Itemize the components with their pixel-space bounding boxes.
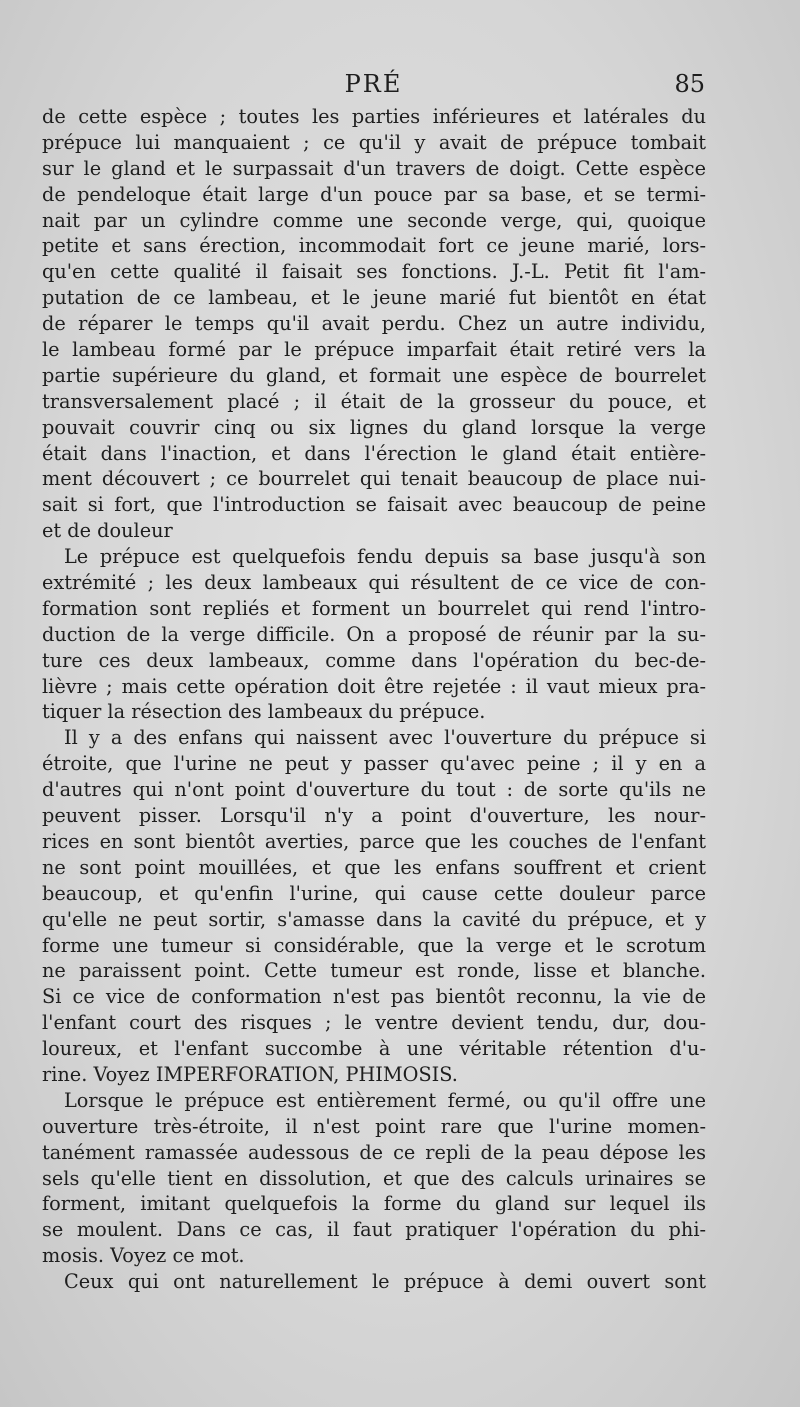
text-line: sur le gland et le surpassait d'un travers de doigt. Cette espèce (42, 156, 706, 180)
text-line: extrémité ; les deux lambeaux qui résultent de ce vice de con- (42, 571, 706, 595)
text-line: peuvent pisser. Lorsqu'il n'y a point d'ouverture, les nour- (42, 804, 706, 828)
text-line: était dans l'inaction, et dans l'érection le gland était entière- (42, 441, 706, 465)
text-line: formation sont repliés et forment un bourrelet qui rend l'intro- (42, 596, 706, 620)
text-line: duction de la verge difficile. On a proposé de réunir par la su- (42, 622, 706, 646)
text-line: loureux, et l'enfant succombe à une véritable rétention d'u- (42, 1037, 706, 1061)
text-line: le lambeau formé par le prépuce imparfait était retiré vers la (42, 338, 706, 362)
text-line: sait si fort, que l'introduction se faisait avec beaucoup de peine (42, 493, 706, 517)
text-line: ment découvert ; ce bourrelet qui tenait beaucoup de place nui- (42, 467, 706, 491)
text-line: se moulent. Dans ce cas, il faut pratiquer l'opération du phi- (42, 1218, 706, 1242)
text-line: beaucoup, et qu'enfin l'urine, qui cause cette douleur parce (42, 881, 706, 905)
page-number: 85 (674, 70, 705, 98)
text-line: pouvait couvrir cinq ou six lignes du gland lorsque la verge (42, 415, 706, 439)
running-header (42, 68, 705, 104)
text-line: de cette espèce ; toutes les parties inférieures et latérales du (42, 105, 706, 128)
text-line: partie supérieure du gland, et formait une espèce de bourrelet (42, 363, 706, 387)
running-title: PRÉ (344, 70, 403, 98)
text-line: tanément ramassée audessous de ce repli de la peau dépose les (42, 1140, 706, 1164)
text-line: Le prépuce est quelquefois fendu depuis sa base jusqu'à son (64, 545, 706, 569)
text-line: forment, imitant quelquefois la forme du gland sur lequel ils (42, 1192, 706, 1216)
text-line: ture ces deux lambeaux, comme dans l'opération du bec-de- (42, 648, 706, 672)
text-line: ne sont point mouillées, et que les enfans souffrent et crient (42, 855, 706, 879)
text-line: petite et sans érection, incommodait fort ce jeune marié, lors- (42, 234, 706, 258)
text-line: tiquer la résection des lambeaux du prépuce. (42, 700, 486, 724)
text-line: Lorsque le prépuce est entièrement fermé, ou qu'il offre une (64, 1088, 706, 1112)
text-line: Ceux qui ont naturellement le prépuce à demi ouvert sont (64, 1270, 706, 1294)
text-line: et de douleur (42, 519, 173, 543)
text-line: putation de ce lambeau, et le jeune marié fut bientôt en état (42, 286, 706, 310)
text-line: forme une tumeur si considérable, que la verge et le scrotum (42, 933, 706, 957)
text-line: qu'elle ne peut sortir, s'amasse dans la cavité du prépuce, et y (42, 907, 706, 931)
text-line: l'enfant court des risques ; le ventre devient tendu, dur, dou- (42, 1011, 706, 1035)
text-line: d'autres qui n'ont point d'ouverture du tout : de sorte qu'ils ne (42, 778, 706, 802)
text-line: rices en sont bientôt averties, parce que les couches de l'enfant (42, 829, 706, 853)
text-line: étroite, que l'urine ne peut y passer qu'avec peine ; il y en a (42, 752, 706, 776)
text-line: mosis. Voyez ce mot. (42, 1244, 245, 1268)
text-line: Si ce vice de conformation n'est pas bientôt reconnu, la vie de (42, 985, 706, 1009)
text-line: sels qu'elle tient en dissolution, et que des calculs urinaires se (42, 1166, 706, 1190)
text-line: Il y a des enfans qui naissent avec l'ouverture du prépuce si (64, 726, 706, 750)
text-line: lièvre ; mais cette opération doit être rejetée : il vaut mieux pra- (42, 674, 706, 698)
text-line: ne paraissent point. Cette tumeur est ronde, lisse et blanche. (42, 959, 706, 983)
body-text (42, 104, 706, 1295)
text-line: nait par un cylindre comme une seconde verge, qui, quoique (42, 208, 706, 232)
text-line: de réparer le temps qu'il avait perdu. Chez un autre individu, (42, 312, 706, 336)
text-line: ouverture très-étroite, il n'est point rare que l'urine momen- (42, 1114, 706, 1138)
text-line: rine. Voyez IMPERFORATION, PHIMOSIS. (42, 1062, 458, 1086)
text-line: qu'en cette qualité il faisait ses fonctions. J.-L. Petit fit l'am- (42, 260, 706, 284)
text-line: prépuce lui manquaient ; ce qu'il y avait de prépuce tombait (42, 130, 706, 154)
text-line: transversalement placé ; il était de la grosseur du pouce, et (42, 389, 706, 413)
text-line: de pendeloque était large d'un pouce par sa base, et se termi- (42, 182, 706, 206)
